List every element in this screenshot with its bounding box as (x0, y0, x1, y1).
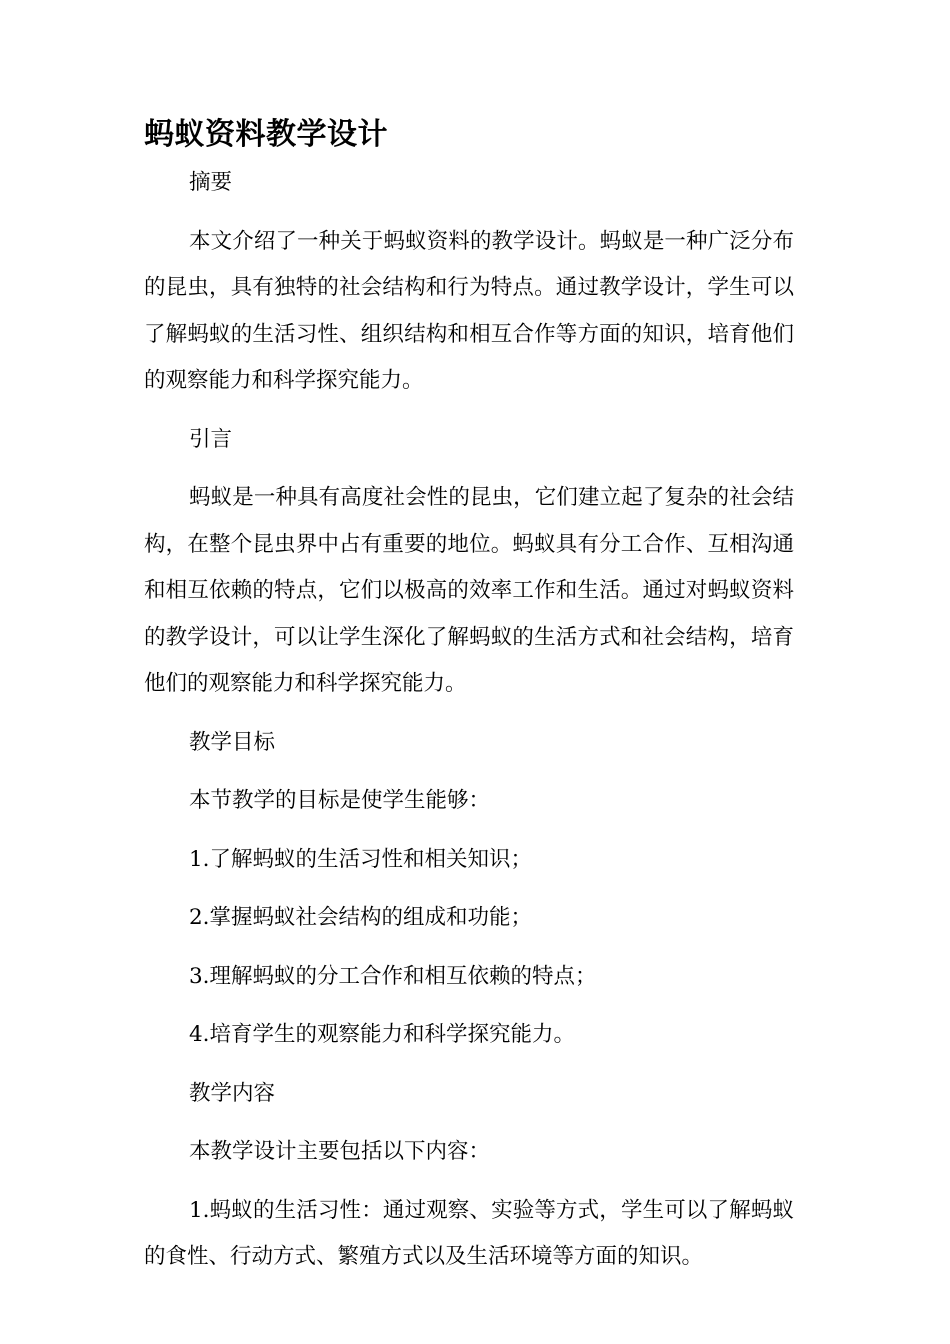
heading-teaching-content: 教学内容 (189, 1080, 276, 1106)
introduction-paragraph: 蚂蚁是一种具有高度社会性的昆虫，它们建立起了复杂的社会结构，在整个昆虫界中占有重要的地位。蚂蚁具有分工合作、互相沟通和相互依赖的特点，它们以极高的效率工作和生活。通过对蚂蚁资料的教学设计，可以让学生深化了解蚂蚁的生活方式和社会结构，培育他们的观察能力和科学探究能力。 (144, 485, 794, 696)
goals-intro-paragraph: 本节教学的目标是使学生能够： (189, 788, 491, 813)
content-item-1: 1.蚂蚁的生活习性：通过观察、实验等方式，学生可以了解蚂蚁的食性、行动方式、繁殖方式以及生活环境等方面的知识。 (144, 1197, 794, 1269)
heading-abstract: 摘要 (189, 170, 233, 195)
document-body (144, 160, 794, 1293)
goal-item-4: 4.培育学生的观察能力和科学探究能力。 (189, 1022, 576, 1047)
content-intro-paragraph: 本教学设计主要包括以下内容： (189, 1139, 491, 1164)
goal-item-3: 3.理解蚂蚁的分工合作和相互依赖的特点； (189, 963, 597, 989)
goal-item-2: 2.掌握蚂蚁社会结构的组成和功能； (189, 905, 533, 930)
heading-teaching-goals: 教学目标 (189, 729, 276, 755)
abstract-paragraph: 本文介绍了一种关于蚂蚁资料的教学设计。蚂蚁是一种广泛分布的昆虫，具有独特的社会结构和行为特点。通过教学设计，学生可以了解蚂蚁的生活习性、组织结构和相互合作等方面的知识，培育他们的观察能力和科学探究能力。 (144, 228, 794, 393)
document-title: 蚂蚁资料教学设计 (144, 117, 388, 152)
goal-item-1: 1.了解蚂蚁的生活习性和相关知识； (189, 846, 533, 872)
heading-introduction: 引言 (189, 426, 233, 452)
